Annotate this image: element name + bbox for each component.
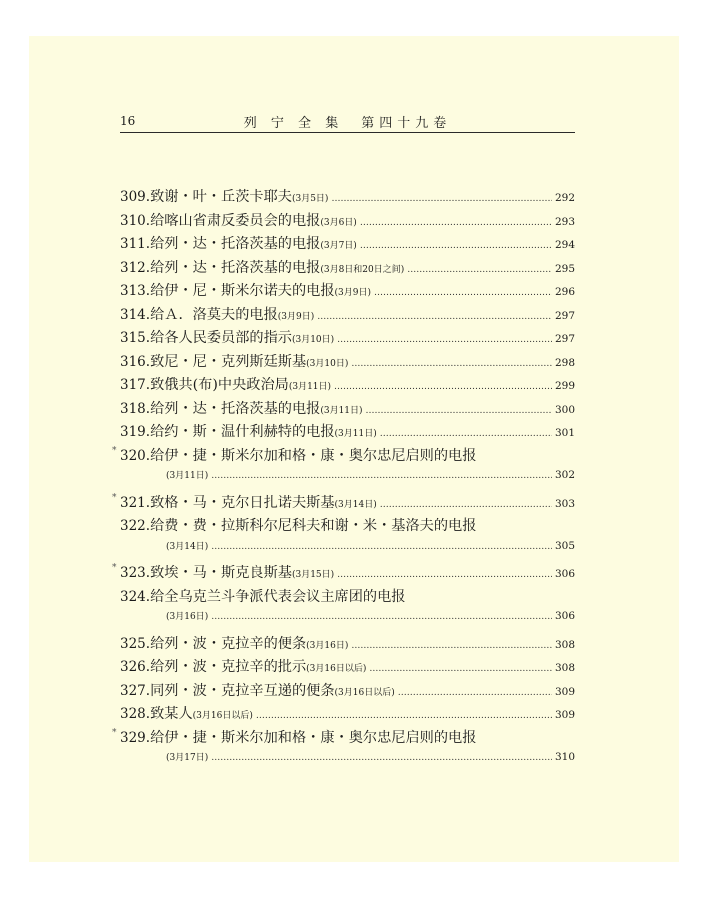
dot-leader — [366, 406, 552, 416]
entry-number: 324 — [120, 588, 146, 605]
entry-date: (3月11日) — [334, 429, 377, 439]
entry-title: 给伊・尼・斯米尔诺夫的电报 — [150, 283, 335, 299]
toc-entry: 319 . 给约・斯・温什利赫特的电报 (3月11日) ………………………………………………………………………………………………………………………………………… 301 — [120, 421, 575, 445]
dot-leader — [211, 612, 552, 622]
entry-date: (3月9日) — [277, 311, 315, 322]
dot-leader — [374, 288, 552, 298]
toc-entry: 318 . 给列・达・托洛茨基的电报 (3月11日) ………………………………………………………………………………………………………………………………………… 300 — [120, 398, 575, 422]
toc-entry: 315 . 给各人民委员部的指示 (3月10日) ………………………………………………………………………………………………………………………………………… 297 — [120, 327, 575, 351]
entry-title: 给各人民委员部的指示 — [150, 330, 292, 346]
toc-entry: 309 . 致谢・叶・丘茨卡耶夫 (3月5日) ………………………………………………………………………………………………………………………………………… 292 — [120, 186, 575, 210]
dot-leader — [331, 194, 552, 204]
toc-entry: * 320 . 给伊・捷・斯米尔加和格・康・奥尔忠尼启则的电报 (3月11日) ………………………………………………………………………………………………………………………………………… 302 — [120, 445, 575, 492]
entry-page: 298 — [554, 356, 575, 369]
entry-date: (3月6日) — [320, 217, 357, 228]
entry-number: 326 — [120, 659, 146, 675]
entry-number: 313 — [120, 283, 146, 299]
entry-number: 318 — [120, 400, 146, 417]
toc-entry: 327 . 同列・波・克拉辛互递的便条 (3月16日以后) ………………………………………………………………………………………………………………………………………… 309 — [120, 680, 575, 704]
toc-entry: * 329 . 给伊・捷・斯米尔加和格・康・奥尔忠尼启则的电报 (3月17日) ………………………………………………………………………………………………………………………………………… 310 — [120, 727, 575, 774]
entry-date: (3月14日) — [334, 499, 377, 510]
entry-page: 309 — [554, 685, 575, 698]
entry-page: 308 — [554, 638, 575, 651]
toc-entry: 317 . 致俄共(布)中央政治局 (3月11日) ………………………………………………………………………………………………………………………………………… 299 — [120, 374, 575, 398]
dot-leader — [380, 429, 552, 439]
dot-leader — [256, 711, 552, 721]
page-number: 16 — [120, 114, 136, 128]
toc-entry: 312 . 给列・达・托洛茨基的电报 (3月8日和20日之间) ………………………………………………………………………………………………………………………………………… 295 — [120, 257, 575, 281]
entry-date: (3月11日) — [288, 382, 332, 392]
entry-page: 306 — [554, 610, 575, 622]
entry-date: (3月10日) — [291, 335, 335, 345]
entry-number: 319 — [120, 424, 146, 440]
entry-number: 323 — [120, 565, 146, 581]
entry-date: (3月7日) — [320, 241, 357, 251]
entry-number: 309 — [120, 189, 146, 205]
entry-title: 致埃・马・斯克良斯基 — [150, 565, 292, 581]
entry-page: 300 — [554, 403, 575, 416]
entry-date: (3月17日) — [166, 753, 209, 763]
entry-date: (3月15日) — [291, 570, 335, 580]
entry-date: (3月16日) — [166, 612, 209, 622]
toc-entry: 311 . 给列・达・托洛茨基的电报 (3月7日) ………………………………………………………………………………………………………………………………………… 294 — [120, 233, 575, 257]
entry-page: 297 — [554, 309, 575, 322]
entry-date: (3月9日) — [334, 288, 372, 298]
entry-title: 给伊・捷・斯米尔加和格・康・奥尔忠尼启则的电报 — [150, 729, 477, 746]
entry-page: 297 — [554, 333, 575, 345]
entry-title: 致俄共(布)中央政治局 — [150, 377, 289, 393]
asterisk-mark: * — [112, 727, 117, 738]
dot-leader — [317, 312, 552, 322]
dot-leader — [351, 641, 552, 651]
entry-title: 给列・达・托洛茨基的电报 — [150, 259, 321, 276]
toc-entry: 316 . 致尼・尼・克列斯廷斯基 (3月10日) ………………………………………………………………………………………………………………………………………… 298 — [120, 351, 575, 375]
entry-date: (3月8日和20日之间) — [320, 264, 405, 275]
entry-page: 302 — [554, 469, 575, 481]
entry-page: 301 — [554, 427, 575, 439]
entry-title: 给列・波・克拉辛的批示 — [150, 659, 307, 675]
table-of-contents — [112, 186, 575, 774]
entry-title: 给列・波・克拉辛的便条 — [150, 635, 307, 652]
asterisk-mark: * — [112, 445, 117, 456]
entry-title: 给费・费・拉斯科尔尼科夫和谢・米・基洛夫的电报 — [150, 518, 477, 534]
entry-page: 293 — [554, 215, 575, 228]
entry-title: 给约・斯・温什利赫特的电报 — [150, 424, 335, 440]
entry-title: 致某人 — [150, 706, 193, 722]
entry-title: 给伊・捷・斯米尔加和格・康・奥尔忠尼启则的电报 — [150, 447, 477, 464]
entry-title: 致尼・尼・克列斯廷斯基 — [150, 353, 307, 370]
dot-leader — [334, 382, 552, 392]
entry-date: (3月16日以后) — [334, 687, 395, 698]
entry-page: 305 — [554, 539, 575, 552]
entry-title: 给Ａ．洛莫夫的电报 — [150, 306, 278, 323]
toc-entry: 313 . 给伊・尼・斯米尔诺夫的电报 (3月9日) ………………………………………………………………………………………………………………………………………… 296 — [120, 280, 575, 304]
entry-page: 303 — [554, 497, 575, 510]
dot-leader — [360, 218, 552, 228]
dot-leader — [369, 664, 552, 674]
entry-date: (3月11日) — [320, 405, 363, 416]
entry-number: 321 — [120, 494, 146, 511]
entry-number: 329 — [120, 729, 146, 746]
entry-number: 327 — [120, 682, 146, 699]
entry-title: 给喀山省肃反委员会的电报 — [150, 212, 321, 229]
toc-entry: 324 . 给全乌克兰斗争派代表会议主席团的电报 (3月16日) ………………………………………………………………………………………………………………………………………… 306 — [120, 586, 575, 633]
entry-number: 316 — [120, 353, 146, 370]
entry-date: (3月16日以后) — [192, 711, 253, 721]
toc-entry: * 323 . 致埃・马・斯克良斯基 (3月15日) ………………………………………………………………………………………………………………………………………… 306 — [120, 562, 575, 586]
toc-entry: 325 . 给列・波・克拉辛的便条 (3月16日) ………………………………………………………………………………………………………………………………………… 308 — [120, 633, 575, 657]
entry-number: 314 — [120, 306, 146, 323]
dot-leader — [351, 359, 552, 369]
dot-leader — [211, 542, 552, 552]
dot-leader — [380, 500, 552, 510]
entry-title: 给列・达・托洛茨基的电报 — [150, 236, 321, 252]
entry-number: 311 — [120, 236, 146, 252]
dot-leader — [337, 570, 552, 580]
entry-page: 309 — [554, 709, 575, 721]
dot-leader — [211, 753, 552, 763]
entry-number: 328 — [120, 706, 146, 722]
entry-number: 315 — [120, 330, 146, 346]
dot-leader — [407, 265, 552, 275]
entry-page: 295 — [554, 262, 575, 275]
toc-entry: 310 . 给喀山省肃反委员会的电报 (3月6日) ………………………………………………………………………………………………………………………………………… 293 — [120, 210, 575, 234]
entry-date: (3月14日) — [166, 541, 209, 552]
dot-leader — [360, 241, 552, 251]
entry-number: 312 — [120, 259, 146, 276]
entry-page: 294 — [554, 239, 575, 251]
asterisk-mark: * — [112, 563, 117, 573]
dot-leader — [398, 688, 552, 698]
entry-date: (3月5日) — [291, 194, 329, 204]
toc-entry: 326 . 给列・波・克拉辛的批示 (3月16日以后) ………………………………………………………………………………………………………………………………………… 308 — [120, 656, 575, 680]
running-title: 列 宁 全 集 第四十九卷 — [243, 116, 452, 131]
entry-number: 325 — [120, 635, 146, 652]
entry-title: 给全乌克兰斗争派代表会议主席团的电报 — [150, 588, 406, 605]
entry-title: 同列・波・克拉辛互递的便条 — [150, 682, 335, 699]
asterisk-mark: * — [112, 492, 117, 503]
entry-page: 306 — [554, 568, 575, 580]
dot-leader — [337, 335, 552, 345]
entry-page: 292 — [554, 192, 575, 204]
entry-page: 310 — [554, 751, 575, 763]
entry-page: 299 — [554, 380, 575, 392]
entry-number: 317 — [120, 377, 146, 393]
toc-entry: 328 . 致某人 (3月16日以后) ………………………………………………………………………………………………………………………………………… 309 — [120, 703, 575, 727]
entry-title: 致格・马・克尔日扎诺夫斯基 — [150, 494, 335, 511]
entry-page: 308 — [554, 662, 575, 674]
entry-date: (3月10日) — [306, 358, 349, 369]
page-header — [120, 112, 575, 133]
toc-entry: 314 . 给Ａ．洛莫夫的电报 (3月9日) ………………………………………………………………………………………………………………………………………… 297 — [120, 304, 575, 328]
entry-date: (3月16日以后) — [306, 664, 367, 674]
entry-number: 320 — [120, 447, 146, 464]
entry-number: 322 — [120, 518, 146, 534]
entry-date: (3月11日) — [166, 471, 209, 481]
entry-number: 310 — [120, 212, 146, 229]
dot-leader — [211, 471, 552, 481]
entry-title: 致谢・叶・丘茨卡耶夫 — [150, 189, 292, 205]
toc-entry: * 321 . 致格・马・克尔日扎诺夫斯基 (3月14日) ………………………………………………………………………………………………………………………………………… 303 — [120, 492, 575, 516]
entry-date: (3月16日) — [306, 640, 349, 651]
entry-page: 296 — [554, 286, 575, 298]
toc-entry: 322 . 给费・费・拉斯科尔尼科夫和谢・米・基洛夫的电报 (3月14日) ………………………………………………………………………………………………………………………………………… 305 — [120, 515, 575, 562]
entry-title: 给列・达・托洛茨基的电报 — [150, 400, 321, 417]
